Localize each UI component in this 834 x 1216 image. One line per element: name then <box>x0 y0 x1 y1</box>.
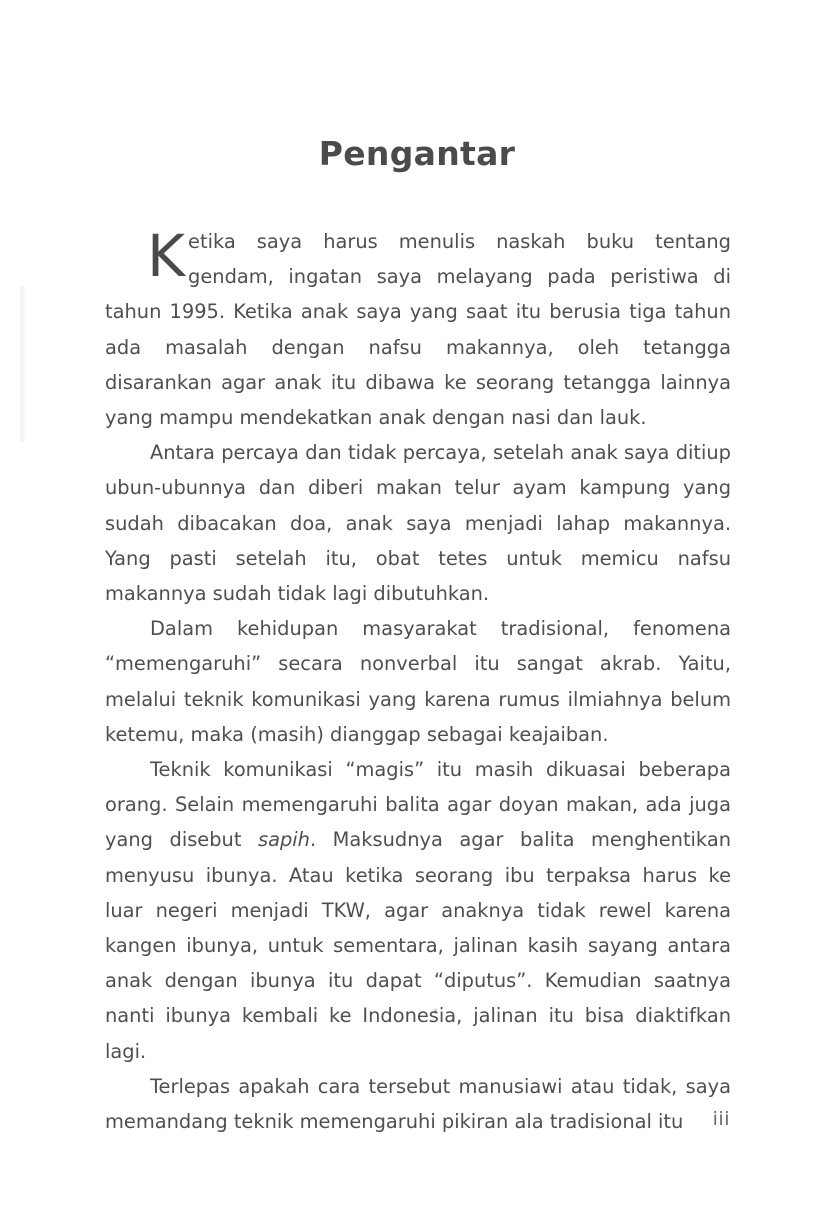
paragraph-1: Ketika saya harus menulis naskah buku tentang gendam, ingatan saya melayang pada peristiwa di tahun 1995. Ketika anak saya yang saat itu berusia tiga tahun ada masalah dengan nafsu makannya, oleh tetangga disarankan agar anak itu dibawa ke seorang tetangga lainnya yang mampu mendekatkan anak dengan nasi dan lauk. <box>105 222 731 430</box>
page-number: iii <box>712 1108 730 1130</box>
paragraph-2: Antara percaya dan tidak percaya, setelah anak saya ditiup ubun-ubunnya dan diberi makan telur ayam kampung yang sudah dibacakan doa, anak saya menjadi lahap makannya. Yang pasti setelah itu, obat tetes untuk memicu nafsu makannya sudah tidak lagi dibutuhkan. <box>105 441 731 606</box>
scan-artifact-streak <box>19 286 26 442</box>
paragraph-4-part-2: . Maksudnya agar balita menghentikan menyusu ibunya. Atau ketika seorang ibu terpaksa harus ke luar negeri menjadi TKW, agar anaknya tidak rewel karena kangen ibunya, untuk sementara, jalinan kasih sayang antara anak dengan ibunya itu dapat “diputus”. Kemudian saatnya nanti ibunya kembali ke Indonesia, jalinan itu bisa diaktifkan lagi. <box>105 828 731 1063</box>
paragraph-4 <box>105 752 731 1069</box>
body-text-column <box>105 224 731 1139</box>
page-title: Pengantar <box>318 134 516 174</box>
paragraph-4-part-1: Teknik komunikasi “magis” itu masih dikuasai beberapa orang. Selain memengaruhi balita agar doyan makan, ada juga yang disebut <box>105 758 731 852</box>
paragraph-5: Terlepas apakah cara tersebut manusiawi atau tidak, saya memandang teknik memengaruhi pikiran ala tradisional itu <box>105 1074 731 1134</box>
paragraph-4-italic-term: sapih <box>257 828 310 852</box>
paragraph-3: Dalam kehidupan masyarakat tradisional, fenomena “memengaruhi” secara nonverbal itu sangat akrab. Yaitu, melalui teknik komunikasi yang karena rumus ilmiahnya belum ketemu, maka (masih) dianggap sebagai keajaiban. <box>105 617 731 746</box>
